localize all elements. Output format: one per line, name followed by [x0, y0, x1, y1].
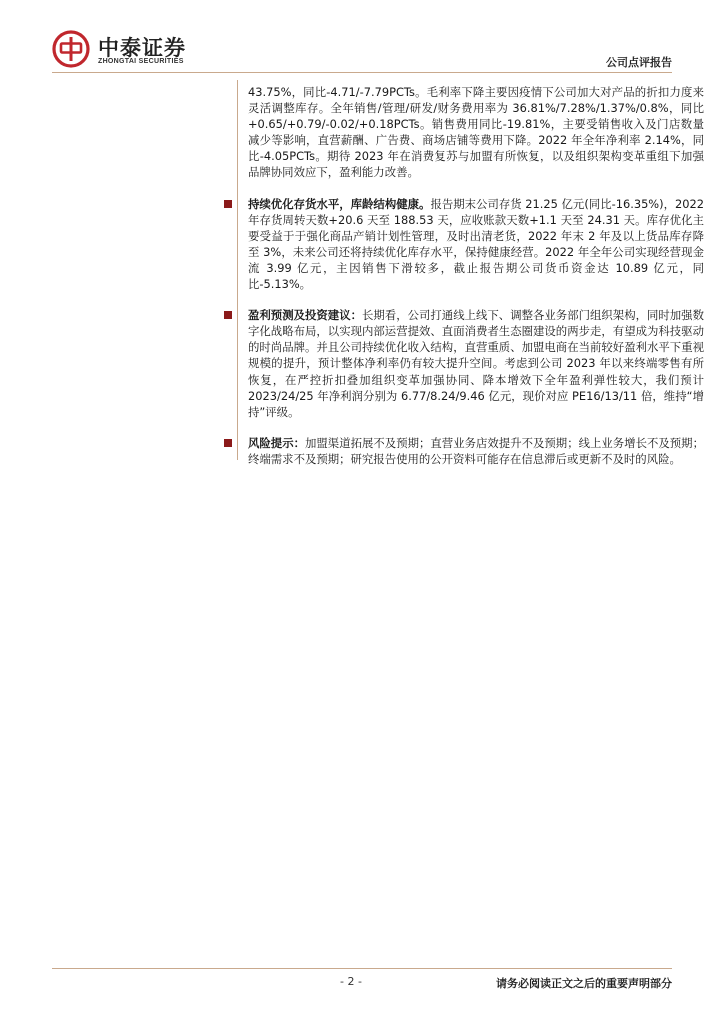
- bullet-forecast: [224, 307, 704, 420]
- bullet-square-icon: [224, 200, 232, 208]
- bullet-text: 加盟渠道拓展不及预期；直营业务店效提升不及预期；线上业务增长不及预期；终端需求不及预期；研究报告使用的公开资料可能存在信息滞后或更新不及时的风险。: [248, 435, 704, 466]
- bullet-lead: 风险提示：: [248, 435, 305, 450]
- report-type-label: 公司点评报告: [606, 56, 672, 69]
- logo-name-en: ZHONGTAI SECURITIES: [98, 58, 184, 65]
- intro-paragraph: 43.75%，同比-4.71/-7.79PCTs。毛利率下降主要因疫情下公司加大对产品的折扣力度来灵活调整库存。全年销售/管理/研发/财务费用率为 36.81%/7.28%/1.37%/0.8%，同比+0.65/+0.79/-0.02/+0.18PCTs。销售费用同比-19.81%，主要受销售收入及门店数量减少等影响，直营薪酬、广告费、商场店铺等费用下降。2022 年全年净利率 2.14%，同比-4.05PCTs。期待 2023 年在消费复苏与加盟有所恢复，以及组织架构变革重组下加强品牌协同效应下，盈利能力改善。: [248, 85, 704, 180]
- footer-divider: [52, 968, 672, 969]
- bullet-paragraph: [248, 196, 704, 293]
- zhongtai-logo-icon: [52, 30, 90, 68]
- header-divider: [52, 72, 672, 73]
- page-number: - 2 -: [340, 975, 362, 988]
- bullet-paragraph: [248, 307, 704, 420]
- report-body: [224, 84, 704, 467]
- bullet-inventory: [224, 196, 704, 293]
- logo-name-cn: 中泰证券: [98, 36, 186, 60]
- bullet-square-icon: [224, 311, 232, 319]
- disclaimer-note: 请务必阅读正文之后的重要声明部分: [496, 977, 672, 990]
- bullet-paragraph: [248, 435, 704, 467]
- company-logo: [52, 30, 222, 70]
- bullet-square-icon: [224, 439, 232, 447]
- bullet-text: 报告期末公司存货 21.25 亿元(同比-16.35%)，2022 年存货周转天数+20.6 天至 188.53 天，应收账款天数+1.1 天至 24.31 天。库存优化主要受益于于强化商品产销计划性管理，及时出清老货，2022 年末 2 年及以上货品库存降至 3%，未来公司还将持续优化库存水平，保持健康经营。2022 年全年公司实现经营现金流 3.99 亿元，主因销售下滑较多，截止报告期公司货币资金达 10.89 亿元，同比-5.13%。: [248, 196, 704, 292]
- bullet-risk: [224, 435, 704, 467]
- bullet-text: 长期看，公司打通线上线下、调整各业务部门组织架构，同时加强数字化战略布局，以实现内部运营提效、直面消费者生态圈建设的两步走，有望成为科技驱动的时尚品牌。并且公司持续优化收入结构，直营重质、加盟电商在当前较好盈利水平下重视规模的提升，预计整体净利率仍有较大提升空间。考虑到公司 2023 年以来终端零售有所恢复，在严控折扣叠加组织变革加强协同、降本增效下全年盈利弹性较大，我们预计 2023/24/25 年净利润分别为 6.77/8.24/9.46 亿元，现价对应 PE16/13/11 倍，维持“增持”评级。: [248, 308, 704, 419]
- bullet-lead: 持续优化存货水平，库龄结构健康。: [248, 196, 431, 211]
- bullet-lead: 盈利预测及投资建议：: [248, 308, 362, 323]
